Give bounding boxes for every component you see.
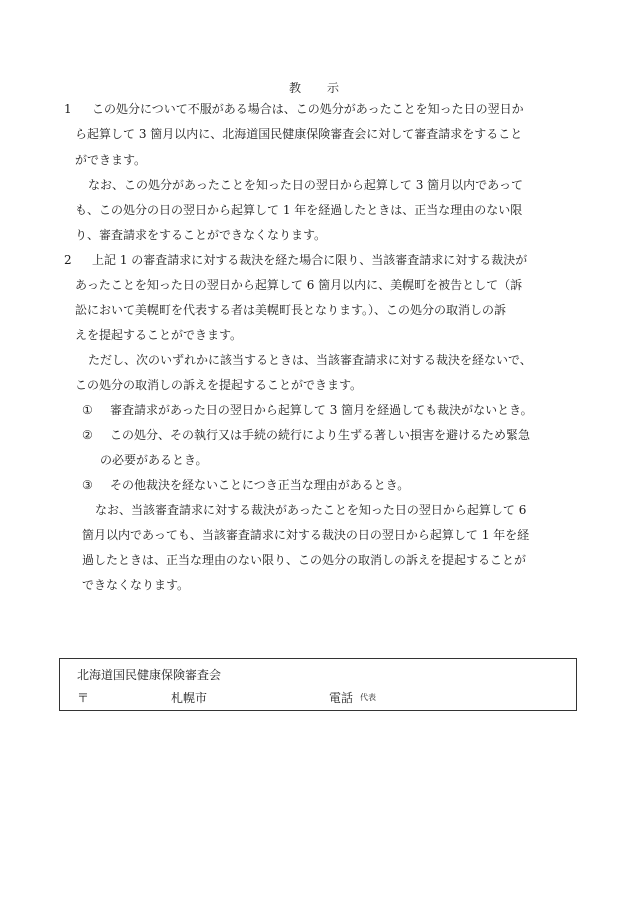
title-char-2: 示 <box>327 81 340 95</box>
case-2-text: の必要があるとき。 <box>100 453 208 467</box>
item-1-line: この処分について不服がある場合は、この処分があったことを知った日の翌日か <box>92 102 524 116</box>
case-2-text: この処分、その執行又は手続の続行により生ずる著しい損害を避けるため緊急 <box>110 428 531 442</box>
organization-name: 北海道国民健康保険審査会 <box>77 668 222 682</box>
item-2-proviso-line: この処分の取消しの訴えを提起することができます。 <box>75 378 363 392</box>
case-3-text: その他裁決を経ないことにつき正当な理由があるとき。 <box>110 478 410 492</box>
case-2-mark: ② <box>82 428 93 442</box>
item-2-note-line: できなくなります。 <box>82 578 190 592</box>
item-2-line: あったことを知った日の翌日から起算して 6 箇月以内に、美幌町を被告として（訴 <box>75 278 523 292</box>
item-2-note-line: 過したときは、正当な理由のない限り、この処分の取消しの訴えを提起することが <box>82 553 527 567</box>
case-1-mark: ① <box>82 403 93 417</box>
phone-label: 電話 <box>329 691 354 705</box>
item-2-note-line: なお、当該審査請求に対する裁決があったことを知った日の翌日から起算して 6 <box>95 503 527 517</box>
item-1-number: 1 <box>64 102 72 116</box>
item-1-line: ができます。 <box>75 153 147 167</box>
item-1-line: ら起算して 3 箇月以内に、北海道国民健康保険審査会に対して審査請求をすること <box>75 127 523 141</box>
item-2-line: 訟において美幌町を代表する者は美幌町長となります。）、この処分の取消しの訴 <box>75 303 507 317</box>
item-2-number: 2 <box>64 253 72 267</box>
item-2-proviso-line: ただし、次のいずれかに該当するときは、当該審査請求に対する裁決を経ないで、 <box>88 353 532 367</box>
contact-box <box>59 658 577 711</box>
item-2-line: 上記 1 の審査請求に対する裁決を経た場合に限り、当該審査請求に対する裁決が <box>92 253 528 267</box>
item-1-note-line: なお、この処分があったことを知った日の翌日から起算して 3 箇月以内であって <box>88 178 524 192</box>
title-char-1: 教 <box>289 81 302 95</box>
postal-mark: 〒 <box>77 691 90 705</box>
page-title <box>289 81 339 95</box>
item-2-note-line: 箇月以内であっても、当該審査請求に対する裁決の日の翌日から起算して 1 年を経 <box>82 528 530 542</box>
case-3-mark: ③ <box>82 478 93 492</box>
phone-suffix: 代表 <box>360 693 376 702</box>
city-name: 札幌市 <box>171 691 208 705</box>
case-1-text: 審査請求があった日の翌日から起算して 3 箇月を経過しても裁決がないとき。 <box>110 403 533 417</box>
item-1-note-line: も、この処分の日の翌日から起算して 1 年を経過したときは、正当な理由のない限 <box>75 203 523 217</box>
item-1-note-line: り、審査請求をすることができなくなります。 <box>75 228 327 242</box>
item-2-line: えを提起することができます。 <box>75 328 243 342</box>
